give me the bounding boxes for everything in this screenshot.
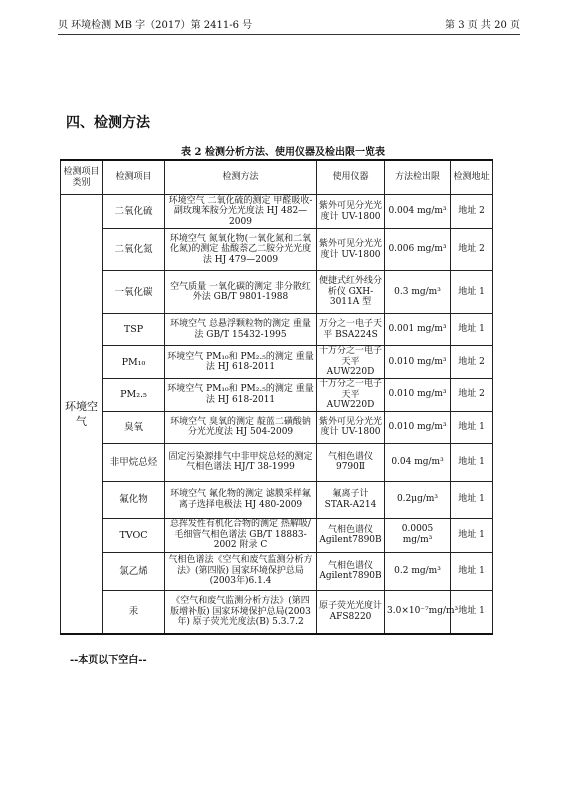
table-row bbox=[61, 195, 493, 229]
limit-cell: 0.001 mg/m³ bbox=[385, 314, 451, 346]
item-cell: PM₁₀ bbox=[103, 346, 165, 379]
col-header-method: 检测方法 bbox=[165, 160, 317, 195]
table-caption: 表 2 检测分析方法、使用仪器及检出限一览表 bbox=[181, 147, 385, 158]
header-page-number: 第 3 页 共 20 页 bbox=[445, 20, 520, 31]
limit-cell: 3.0×10⁻⁷mg/m³ bbox=[385, 590, 451, 634]
site-cell: 地址 1 bbox=[451, 411, 493, 443]
item-cell: TSP bbox=[103, 314, 165, 346]
item-cell: 一氧化碳 bbox=[103, 271, 165, 314]
table-row bbox=[61, 229, 493, 271]
method-cell: 环境空气 二氧化硫的测定 甲醛吸收-副玫瑰苯胺分光光度法 HJ 482—2009 bbox=[165, 195, 317, 229]
site-cell: 地址 1 bbox=[451, 314, 493, 346]
limit-cell: 0.010 mg/m³ bbox=[385, 379, 451, 412]
method-cell: 环境空气 氟化物的测定 滤膜采样氟离子选择电极法 HJ 480-2009 bbox=[165, 481, 317, 518]
table-row bbox=[61, 443, 493, 481]
method-cell: 《空气和废气监测分析方法》(第四版增补版) 国家环境保护总局(2003年) 原子荧光光度法(B) 5.3.7.2 bbox=[165, 590, 317, 634]
limit-cell: 0.010 mg/m³ bbox=[385, 346, 451, 379]
table-row bbox=[61, 590, 493, 634]
section-title: 四、检测方法 bbox=[66, 115, 150, 131]
table-row bbox=[61, 411, 493, 443]
col-header-limit: 方法检出限 bbox=[385, 160, 451, 195]
table-row bbox=[61, 518, 493, 552]
limit-cell: 0.2μg/m³ bbox=[385, 481, 451, 518]
item-cell: 非甲烷总烃 bbox=[103, 443, 165, 481]
method-cell: 环境空气 总悬浮颗粒物的测定 重量法 GB/T 15432-1995 bbox=[165, 314, 317, 346]
method-cell: 环境空气 臭氧的测定 靛蓝二磺酸钠分光光度法 HJ 504-2009 bbox=[165, 411, 317, 443]
item-cell: 臭氧 bbox=[103, 411, 165, 443]
instrument-cell: 气相色谱仪 Agilent7890B bbox=[317, 518, 385, 552]
item-cell: 氟化物 bbox=[103, 481, 165, 518]
method-cell: 气相色谱法《空气和废气监测分析方法》(第四版) 国家环境保护总局(2003年)6.1.4 bbox=[165, 552, 317, 590]
table-row bbox=[61, 346, 493, 379]
item-cell: 汞 bbox=[103, 590, 165, 634]
site-cell: 地址 2 bbox=[451, 229, 493, 271]
col-header-item: 检测项目 bbox=[103, 160, 165, 195]
instrument-cell: 紫外可见分光光度计 UV-1800 bbox=[317, 195, 385, 229]
instrument-cell: 氟离子计 STAR-A214 bbox=[317, 481, 385, 518]
limit-cell: 0.3 mg/m³ bbox=[385, 271, 451, 314]
item-cell: 二氧化硫 bbox=[103, 195, 165, 229]
site-cell: 地址 2 bbox=[451, 195, 493, 229]
item-cell: 氯乙烯 bbox=[103, 552, 165, 590]
limit-cell: 0.010 mg/m³ bbox=[385, 411, 451, 443]
limit-cell: 0.0005 mg/m³ bbox=[385, 518, 451, 552]
instrument-cell: 便捷式红外线分析仪 GXH-3011A 型 bbox=[317, 271, 385, 314]
method-cell: 固定污染源排气中非甲烷总烃的测定 气相色谱法 HJ/T 38-1999 bbox=[165, 443, 317, 481]
instrument-cell: 气相色谱仪 9790Ⅱ bbox=[317, 443, 385, 481]
table-row bbox=[61, 314, 493, 346]
table-row bbox=[61, 379, 493, 412]
blank-below-note: --本页以下空白-- bbox=[70, 655, 147, 666]
site-cell: 地址 1 bbox=[451, 443, 493, 481]
method-cell: 总挥发性有机化合物的测定 热解吸/毛细管气相色谱法 GB/T 18883-2002 附录 C bbox=[165, 518, 317, 552]
col-header-instrument: 使用仪器 bbox=[317, 160, 385, 195]
header-divider bbox=[58, 34, 520, 35]
method-cell: 环境空气 氮氧化物(一氧化氮和二氧化氮)的测定 盐酸萘乙二胺分光光度法 HJ 479—2009 bbox=[165, 229, 317, 271]
table-row bbox=[61, 271, 493, 314]
site-cell: 地址 1 bbox=[451, 481, 493, 518]
limit-cell: 0.04 mg/m³ bbox=[385, 443, 451, 481]
site-cell: 地址 2 bbox=[451, 379, 493, 412]
table-row bbox=[61, 552, 493, 590]
site-cell: 地址 1 bbox=[451, 552, 493, 590]
limit-cell: 0.004 mg/m³ bbox=[385, 195, 451, 229]
instrument-cell: 紫外可见分光光度计 UV-1800 bbox=[317, 411, 385, 443]
method-cell: 环境空气 PM₁₀和 PM₂.₅的测定 重量法 HJ 618-2011 bbox=[165, 346, 317, 379]
instrument-cell: 万分之一电子天平 BSA224S bbox=[317, 314, 385, 346]
category-cell: 环境空气 bbox=[61, 195, 103, 635]
instrument-cell: 紫外可见分光光度计 UV-1800 bbox=[317, 229, 385, 271]
site-cell: 地址 2 bbox=[451, 346, 493, 379]
method-table bbox=[60, 159, 493, 635]
site-cell: 地址 1 bbox=[451, 590, 493, 634]
header-report-number: 贝 环境检测 MB 字（2017）第 2411-6 号 bbox=[58, 20, 253, 31]
instrument-cell: 原子荧光光度计 AFS8220 bbox=[317, 590, 385, 634]
table-row bbox=[61, 481, 493, 518]
instrument-cell: 气相色谱仪 Agilent7890B bbox=[317, 552, 385, 590]
limit-cell: 0.2 mg/m³ bbox=[385, 552, 451, 590]
method-cell: 环境空气 PM₁₀和 PM₂.₅的测定 重量法 HJ 618-2011 bbox=[165, 379, 317, 412]
site-cell: 地址 1 bbox=[451, 271, 493, 314]
method-cell: 空气质量 一氧化碳的测定 非分散红外法 GB/T 9801-1988 bbox=[165, 271, 317, 314]
limit-cell: 0.006 mg/m³ bbox=[385, 229, 451, 271]
item-cell: 二氧化氮 bbox=[103, 229, 165, 271]
table-header-row bbox=[61, 160, 493, 195]
item-cell: TVOC bbox=[103, 518, 165, 552]
col-header-site: 检测地址 bbox=[451, 160, 493, 195]
instrument-cell: 十万分之一电子天平 AUW220D bbox=[317, 379, 385, 412]
col-header-category: 检测项目类别 bbox=[61, 160, 103, 195]
item-cell: PM₂.₅ bbox=[103, 379, 165, 412]
instrument-cell: 十万分之一电子天平 AUW220D bbox=[317, 346, 385, 379]
site-cell: 地址 1 bbox=[451, 518, 493, 552]
